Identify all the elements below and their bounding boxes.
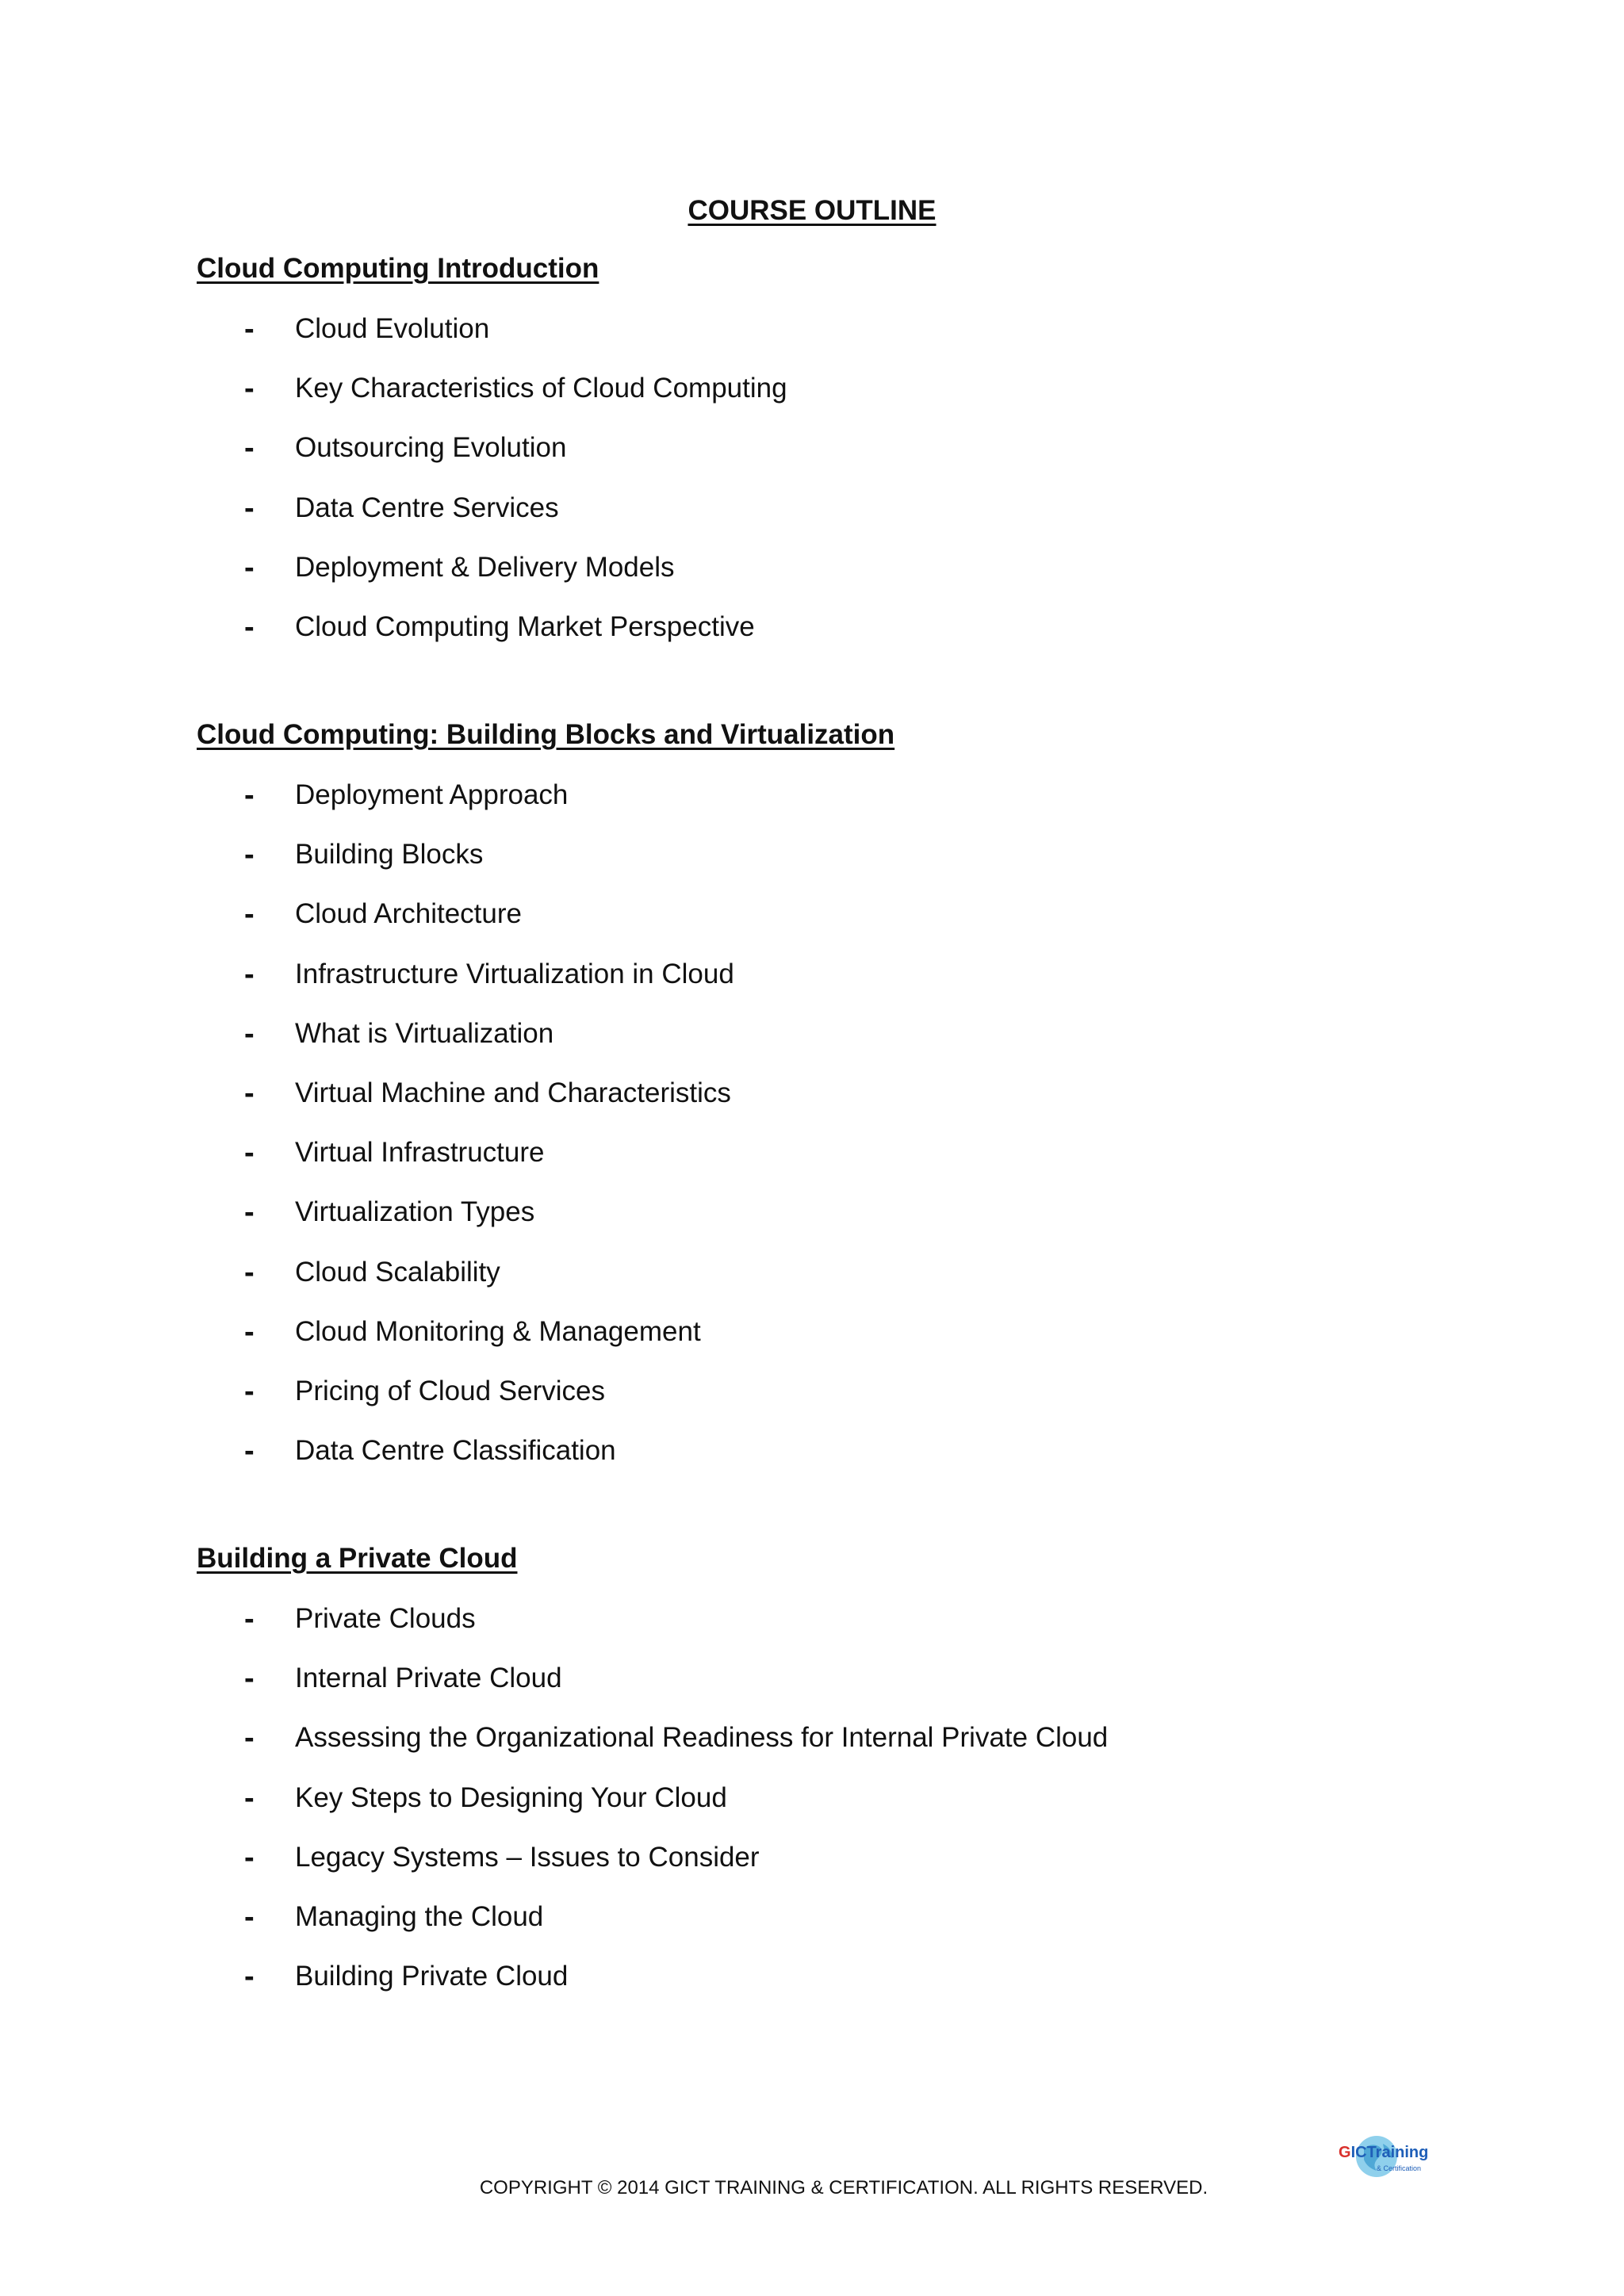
list-item-label: Building Blocks — [295, 839, 484, 871]
list-item-label: Deployment & Delivery Models — [295, 551, 675, 583]
bullet-dash: - — [244, 431, 255, 465]
list-item — [197, 369, 1545, 428]
logo-subtext: & Certification — [1377, 2164, 1422, 2172]
list-item — [197, 1897, 1545, 1957]
topic-list — [197, 1599, 1545, 2016]
logo-text — [1339, 2144, 1428, 2162]
bullet-dash: - — [244, 1721, 255, 1755]
section-private-cloud — [197, 1539, 1545, 2016]
logo-text-training: Training — [1366, 2144, 1429, 2161]
list-item — [197, 955, 1545, 1014]
list-item-label: Infrastructure Virtualization in Cloud — [295, 958, 734, 989]
logo-text-g: G — [1339, 2144, 1351, 2161]
bullet-dash: - — [244, 1016, 255, 1050]
list-item-label: Legacy Systems – Issues to Consider — [295, 1841, 760, 1873]
list-item-label: Key Characteristics of Cloud Computing — [295, 373, 787, 404]
list-item — [197, 1372, 1545, 1431]
list-item-label: Outsourcing Evolution — [295, 432, 567, 464]
bullet-dash: - — [244, 312, 255, 346]
list-item — [197, 1312, 1545, 1372]
list-item — [197, 775, 1545, 835]
bullet-dash: - — [244, 1602, 255, 1636]
bullet-dash: - — [244, 1255, 255, 1289]
bullet-dash: - — [244, 1434, 255, 1468]
list-item-label: Building Private Cloud — [295, 1961, 569, 1992]
section-building-blocks — [197, 715, 1545, 1490]
list-item-label: Managing the Cloud — [295, 1900, 544, 1932]
bullet-dash: - — [244, 1781, 255, 1815]
bullet-dash: - — [244, 610, 255, 644]
section-heading: Cloud Computing: Building Blocks and Virtualization — [197, 719, 895, 750]
list-item — [197, 1599, 1545, 1659]
list-item-label: Pricing of Cloud Services — [295, 1375, 605, 1406]
list-item — [197, 1718, 1545, 1777]
list-item — [197, 1133, 1545, 1192]
bullet-dash: - — [244, 1196, 255, 1230]
list-item — [197, 1014, 1545, 1073]
bullet-dash: - — [244, 838, 255, 872]
list-item-label: What is Virtualization — [295, 1017, 554, 1049]
list-item — [197, 894, 1545, 954]
list-item-label: Data Centre Classification — [295, 1435, 616, 1467]
list-item-label: Assessing the Organizational Readiness for Internal Private Cloud — [295, 1722, 1109, 1754]
list-item — [197, 607, 1545, 667]
list-item — [197, 1073, 1545, 1133]
gict-logo — [1332, 2133, 1427, 2180]
bullet-dash: - — [244, 1960, 255, 1994]
list-item — [197, 1431, 1545, 1490]
bullet-dash: - — [244, 491, 255, 525]
list-item-label: Cloud Computing Market Perspective — [295, 610, 755, 642]
list-item-label: Cloud Monitoring & Management — [295, 1315, 701, 1347]
list-item-label: Virtual Machine and Characteristics — [295, 1077, 731, 1108]
section-heading: Cloud Computing Introduction — [197, 253, 599, 284]
list-item — [197, 1192, 1545, 1252]
copyright-footer: COPYRIGHT © 2014 GICT TRAINING & CERTIFICATION. ALL RIGHTS RESERVED. — [479, 2177, 1208, 2198]
list-item — [197, 488, 1545, 548]
bullet-dash: - — [244, 897, 255, 932]
bullet-dash: - — [244, 1900, 255, 1934]
bullet-dash: - — [244, 1374, 255, 1408]
bullet-dash: - — [244, 550, 255, 584]
bullet-dash: - — [244, 1136, 255, 1170]
section-heading: Building a Private Cloud — [197, 1543, 518, 1574]
list-item — [197, 1838, 1545, 1897]
list-item-label: Cloud Scalability — [295, 1256, 500, 1288]
list-item-label: Virtual Infrastructure — [295, 1137, 545, 1169]
list-item-label: Cloud Evolution — [295, 313, 490, 344]
bullet-dash: - — [244, 1840, 255, 1874]
list-item — [197, 1659, 1545, 1718]
bullet-dash: - — [244, 957, 255, 991]
list-item-label: Internal Private Cloud — [295, 1663, 562, 1694]
page-title: COURSE OUTLINE — [688, 195, 936, 226]
list-item-label: Virtualization Types — [295, 1196, 535, 1228]
list-item-label: Data Centre Services — [295, 492, 559, 523]
list-item — [197, 428, 1545, 488]
bullet-dash: - — [244, 779, 255, 812]
list-item — [197, 1778, 1545, 1838]
list-item — [197, 309, 1545, 369]
list-item — [197, 835, 1545, 894]
list-item — [197, 548, 1545, 607]
bullet-dash: - — [244, 372, 255, 406]
logo-text-ic: IC — [1350, 2144, 1367, 2161]
list-item — [197, 1957, 1545, 2016]
list-item-label: Cloud Architecture — [295, 898, 522, 930]
bullet-dash: - — [244, 1662, 255, 1696]
list-item-label: Private Clouds — [295, 1603, 476, 1634]
bullet-dash: - — [244, 1076, 255, 1110]
section-introduction — [197, 249, 1545, 667]
list-item — [197, 1253, 1545, 1312]
topic-list — [197, 309, 1545, 667]
topic-list — [197, 775, 1545, 1490]
bullet-dash: - — [244, 1314, 255, 1349]
list-item-label: Deployment Approach — [295, 779, 569, 810]
list-item-label: Key Steps to Designing Your Cloud — [295, 1781, 727, 1813]
